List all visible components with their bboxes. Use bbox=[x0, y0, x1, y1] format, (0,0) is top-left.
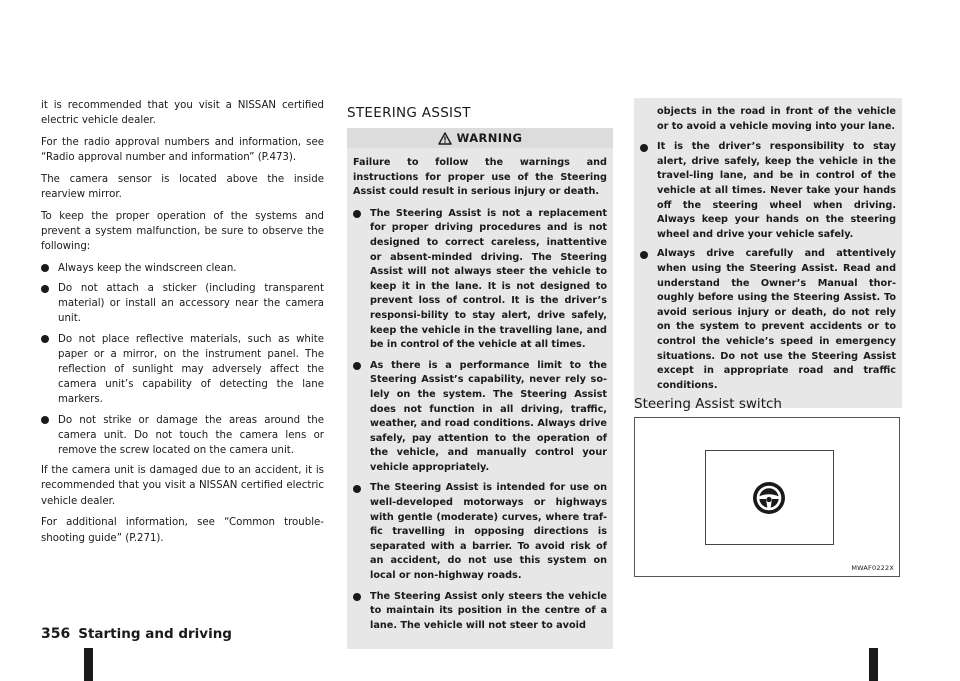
list-item: The Steering Assist is not a replacement for proper driving procedures and is not designed to correct careless, inattentive or absent-minded driving. The Steering Assist will not always steer the vehicle to keep it in the lane. It is not designed to prevent loss of control. It is the driver’s responsi-bility to stay alert, drive safely, keep the vehicle in the travelling lane, and be in control of the vehicle at all times. bbox=[353, 207, 607, 353]
warning-label: WARNING bbox=[456, 130, 523, 145]
warning-triangle-icon bbox=[438, 132, 452, 145]
warning-box-continued bbox=[634, 98, 902, 408]
figure-code: MWAF0222X bbox=[851, 564, 894, 572]
warning-list bbox=[640, 140, 896, 393]
bullet-icon bbox=[640, 251, 648, 259]
bullet-icon bbox=[640, 144, 648, 152]
page-footer bbox=[41, 626, 232, 642]
list-item: It is the driver’s responsibility to stay alert, drive safely, keep the vehicle in the travel-ling lane, and be in control of the vehicle at all times. Never take your hands off the steering wheel when driving. Always keep your hands on the steering wheel and drive your vehicle safely. bbox=[640, 140, 896, 242]
list-item: As there is a performance limit to the Steering Assist’s capability, never rely so-lely on the system. The Steering Assist does not function in all driving, traffic, weather, and road conditions. Always drive safely, pay attention to the operation of the vehicle, and manually control your vehicle appropriately. bbox=[353, 359, 607, 476]
bullet-icon bbox=[353, 485, 361, 493]
chapter-title: Starting and driving bbox=[78, 626, 232, 642]
warning-header bbox=[347, 128, 613, 148]
list-item: Do not strike or damage the areas around the camera unit. Do not touch the camera lens or remove the screw located on the camera unit. bbox=[41, 413, 324, 459]
bullet-icon bbox=[353, 362, 361, 370]
list-item: Always keep the windscreen clean. bbox=[41, 261, 324, 276]
list-item: Always drive carefully and attentively when using the Steering Assist. Read and understand the Owner’s Manual thor-oughly before using the Steering Assist. To avoid serious injury or death, do not rely on the system to prevent accidents or to control the vehicle’s speed in emergency situations. Do not use the Steering Assist except in appropriate road and traffic conditions. bbox=[640, 247, 896, 393]
list-item: Do not attach a sticker (including transparent material) or install an accessory near the camera unit. bbox=[41, 281, 324, 327]
bullet-icon bbox=[353, 210, 361, 218]
list-item: Do not place reflective materials, such as white paper or a mirror, on the instrument panel. The reflection of sunlight may adversely affect the camera unit’s capability of detecting the lane markers. bbox=[41, 332, 324, 408]
warning-continued-text: objects in the road in front of the vehicle or to avoid a vehicle moving into your lane. bbox=[657, 106, 896, 132]
bullet-icon bbox=[353, 593, 361, 601]
figure-panel bbox=[705, 450, 834, 545]
warning-intro: Failure to follow the warnings and instructions for proper use of the Steering Assist could result in serious injury or death. bbox=[353, 157, 607, 198]
column-middle bbox=[347, 104, 613, 649]
paragraph: For additional information, see “Common trouble-shooting guide” (P.271). bbox=[41, 517, 324, 544]
warning-box bbox=[347, 128, 613, 649]
paragraph: If the camera unit is damaged due to an accident, it is recommended that you visit a NISSAN certified electric vehicle dealer. bbox=[41, 465, 324, 507]
bullet-icon bbox=[41, 264, 49, 272]
paragraph: The camera sensor is located above the inside rearview mirror. bbox=[41, 173, 324, 201]
paragraph: To keep the proper operation of the systems and prevent a system malfunction, be sure to observe the following: bbox=[41, 210, 324, 253]
edge-marker bbox=[869, 648, 878, 681]
page-number: 356 bbox=[41, 626, 71, 642]
warning-list bbox=[353, 207, 607, 634]
bullet-icon bbox=[41, 335, 49, 343]
figure-steering-assist-switch bbox=[634, 417, 900, 577]
list-item: The Steering Assist is intended for use on well-developed motorways or highways with gentle (moderate) curves, where traf-fic travelling in opposing directions is separated with a barrier. To avoid risk of an accident, do not use this system on local or non-highway roads. bbox=[353, 481, 607, 583]
subsection-title: Steering Assist switch bbox=[634, 396, 782, 412]
bullet-list bbox=[41, 261, 324, 458]
paragraph: it is recommended that you visit a NISSAN certified electric vehicle dealer. bbox=[41, 100, 324, 127]
steering-wheel-icon bbox=[752, 481, 786, 515]
paragraph: For the radio approval numbers and information, see “Radio approval number and information” (P.473). bbox=[41, 136, 324, 164]
edge-marker bbox=[84, 648, 93, 681]
bullet-icon bbox=[41, 416, 49, 424]
bullet-icon bbox=[41, 285, 49, 293]
section-title: STEERING ASSIST bbox=[347, 105, 471, 121]
list-item: The Steering Assist only steers the vehicle to maintain its position in the centre of a lane. The vehicle will not steer to avoid bbox=[353, 590, 607, 634]
column-left bbox=[41, 98, 324, 552]
